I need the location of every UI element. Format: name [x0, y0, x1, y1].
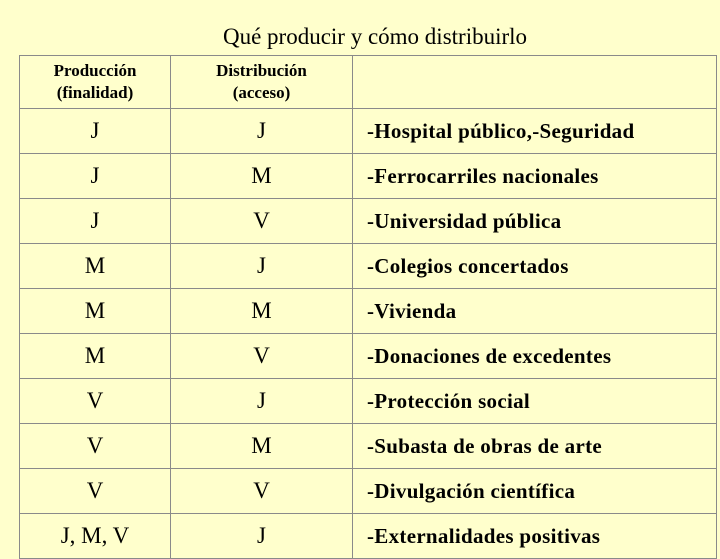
cell-ejemplo: -Universidad pública: [353, 199, 717, 244]
table-header-row: [20, 56, 717, 109]
cell-produccion: J: [20, 199, 171, 244]
cell-distribucion: V: [171, 199, 353, 244]
cell-ejemplo: -Hospital público,-Seguridad: [353, 109, 717, 154]
table-row: [20, 244, 717, 289]
cell-produccion: V: [20, 379, 171, 424]
cell-distribucion: M: [171, 154, 353, 199]
table-row: [20, 424, 717, 469]
cell-distribucion: V: [171, 334, 353, 379]
cell-distribucion: M: [171, 424, 353, 469]
cell-distribucion: J: [171, 514, 353, 559]
cell-distribucion: J: [171, 379, 353, 424]
table-row: [20, 469, 717, 514]
header-produccion-line1: Producción: [53, 61, 137, 80]
cell-produccion: J: [20, 109, 171, 154]
cell-produccion: M: [20, 244, 171, 289]
table-row: [20, 199, 717, 244]
cell-distribucion: V: [171, 469, 353, 514]
table-row: [20, 514, 717, 559]
header-produccion: [20, 56, 171, 109]
header-distribucion-line2: (acceso): [232, 83, 291, 102]
cell-ejemplo: -Vivienda: [353, 289, 717, 334]
cell-ejemplo: -Protección social: [353, 379, 717, 424]
cell-ejemplo: -Subasta de obras de arte: [353, 424, 717, 469]
header-ejemplo: [353, 56, 717, 109]
cell-produccion: V: [20, 469, 171, 514]
cell-produccion: V: [20, 424, 171, 469]
cell-distribucion: J: [171, 244, 353, 289]
cell-produccion: J: [20, 154, 171, 199]
table-row: [20, 109, 717, 154]
table-row: [20, 154, 717, 199]
table-row: [20, 289, 717, 334]
cell-produccion: M: [20, 289, 171, 334]
cell-ejemplo: -Divulgación científica: [353, 469, 717, 514]
header-distribucion: [171, 56, 353, 109]
production-distribution-table: [19, 55, 717, 559]
cell-ejemplo: -Colegios concertados: [353, 244, 717, 289]
table-row: [20, 379, 717, 424]
cell-ejemplo: -Externalidades positivas: [353, 514, 717, 559]
table-row: [20, 334, 717, 379]
cell-ejemplo: -Donaciones de excedentes: [353, 334, 717, 379]
cell-distribucion: J: [171, 109, 353, 154]
cell-distribucion: M: [171, 289, 353, 334]
header-distribucion-line1: Distribución: [216, 61, 307, 80]
cell-produccion: M: [20, 334, 171, 379]
page-title: Qué producir y cómo distribuirlo: [222, 24, 528, 49]
cell-produccion: J, M, V: [20, 514, 171, 559]
cell-ejemplo: -Ferrocarriles nacionales: [353, 154, 717, 199]
header-produccion-line2: (finalidad): [56, 83, 134, 102]
